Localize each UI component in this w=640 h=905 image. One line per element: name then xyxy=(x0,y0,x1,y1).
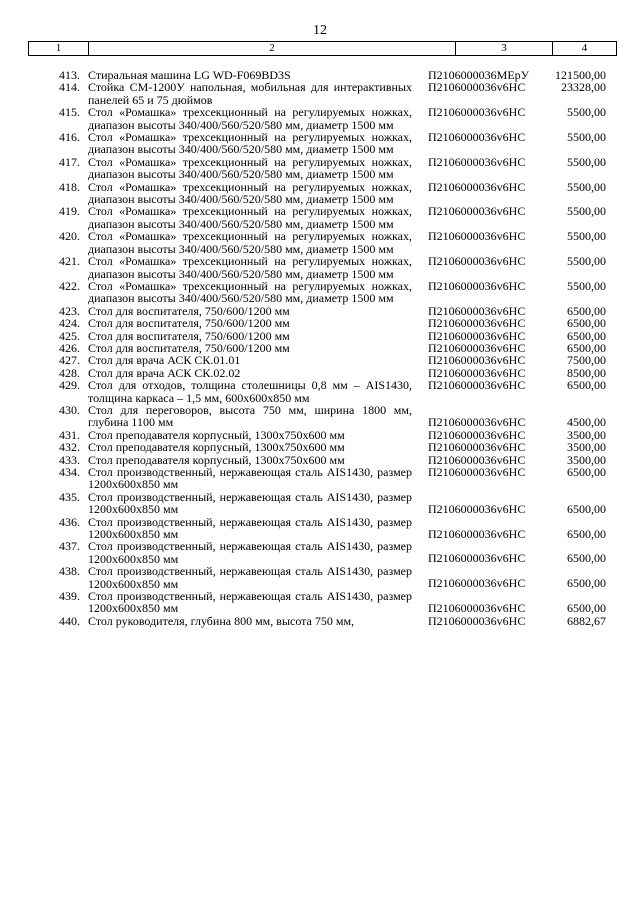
header-col-2: 2 xyxy=(88,42,455,55)
row-number: 426. xyxy=(59,340,80,355)
items-table-body xyxy=(0,69,640,627)
table-row xyxy=(0,255,640,280)
row-number: 415. xyxy=(59,105,80,120)
row-number: 424. xyxy=(59,316,80,331)
row-price: 6500,00 xyxy=(567,303,606,318)
row-number: 413. xyxy=(59,68,80,82)
row-price: 5500,00 xyxy=(567,229,606,244)
row-price: 6500,00 xyxy=(567,340,606,355)
row-price: 5500,00 xyxy=(567,278,606,293)
row-code: П2106000036v6НС xyxy=(428,340,526,355)
row-description: Стол производственный, нержавеющая сталь AIS1430, размер 1200х600х850 мм xyxy=(88,539,412,566)
row-number: 440. xyxy=(59,613,80,628)
row-price: 3500,00 xyxy=(567,452,606,467)
table-row xyxy=(0,317,640,329)
row-number: 414. xyxy=(59,80,80,95)
row-code: П2106000036v6НС xyxy=(428,254,526,269)
row-price: 6500,00 xyxy=(567,465,606,479)
row-code: П2106000036МЕрУ xyxy=(428,68,530,82)
row-description: Стол для врача АСК СК.01.01 xyxy=(88,353,241,368)
row-description: Стол производственный, нержавеющая сталь AIS1430, размер 1200х600х850 мм xyxy=(88,465,412,492)
row-code: П2106000036v6НС xyxy=(428,452,526,467)
row-description: Стол «Ромашка» трехсекционный на регулируемых ножках, диапазон высоты 340/400/560/520/580 мм, диаметр 1500 мм xyxy=(88,179,412,207)
row-number: 419. xyxy=(59,204,80,219)
header-col-1: 1 xyxy=(28,42,88,55)
row-description: Стол производственный, нержавеющая сталь AIS1430, размер 1200х600х850 мм xyxy=(88,589,412,616)
row-number: 437. xyxy=(59,539,80,554)
table-row xyxy=(0,379,640,404)
row-code: П2106000036v6НС xyxy=(428,303,526,318)
row-description: Стол «Ромашка» трехсекционный на регулируемых ножках, диапазон высоты 340/400/560/520/580 мм, диаметр 1500 мм xyxy=(88,278,412,306)
row-number: 436. xyxy=(59,514,80,529)
table-row xyxy=(0,181,640,206)
row-code: П2106000036v6НС xyxy=(428,440,526,455)
row-description: Стол для отходов, толщина столешницы 0,8 мм – AIS1430, толщина каркаса – 1,5 мм, 600х600х850 мм xyxy=(88,378,412,405)
table-row xyxy=(0,565,640,590)
row-description: Стол для воспитателя, 750/600/1200 мм xyxy=(88,303,290,318)
table-row xyxy=(0,516,640,541)
row-number: 428. xyxy=(59,365,80,380)
row-price: 6500,00 xyxy=(567,526,606,541)
row-price: 6500,00 xyxy=(567,576,606,591)
row-number: 422. xyxy=(59,278,80,293)
row-description: Стойка СМ-1200У напольная, мобильная для интерактивных панелей 65 и 75 дюймов xyxy=(88,80,412,107)
row-number: 434. xyxy=(59,465,80,479)
row-price: 6500,00 xyxy=(567,551,606,566)
row-description: Стол преподавателя корпусный, 1300х750х600 мм xyxy=(88,427,345,442)
row-code: П2106000036v6НС xyxy=(428,353,526,368)
row-number: 430. xyxy=(59,402,80,417)
row-price: 8500,00 xyxy=(567,365,606,380)
row-number: 429. xyxy=(59,378,80,393)
row-number: 418. xyxy=(59,179,80,194)
row-code: П2106000036v6НС xyxy=(428,551,526,566)
row-number: 423. xyxy=(59,303,80,318)
row-price: 3500,00 xyxy=(567,440,606,455)
row-description: Стол «Ромашка» трехсекционный на регулируемых ножках, диапазон высоты 340/400/560/520/580 мм, диаметр 1500 мм xyxy=(88,254,412,281)
row-price: 6500,00 xyxy=(567,601,606,616)
row-description: Стол преподавателя корпусный, 1300х750х600 мм xyxy=(88,452,345,467)
header-col-3: 3 xyxy=(455,42,552,55)
table-row xyxy=(0,540,640,565)
row-code: П2106000036v6НС xyxy=(428,378,526,393)
row-price: 5500,00 xyxy=(567,179,606,194)
table-row xyxy=(0,404,640,429)
row-description: Стол производственный, нержавеющая сталь AIS1430, размер 1200х600х850 мм xyxy=(88,564,412,591)
row-number: 427. xyxy=(59,353,80,368)
row-code: П2106000036v6НС xyxy=(428,179,526,194)
row-code: П2106000036v6НС xyxy=(428,576,526,591)
page-number: 12 xyxy=(313,23,327,38)
row-code: П2106000036v6НС xyxy=(428,80,526,95)
row-number: 435. xyxy=(59,489,80,504)
row-price: 4500,00 xyxy=(567,414,606,429)
row-description: Стиральная машина LG WD-F069BD3S xyxy=(88,68,291,82)
row-code: П2106000036v6НС xyxy=(428,601,526,616)
row-code: П2106000036v6НС xyxy=(428,526,526,541)
row-number: 433. xyxy=(59,452,80,467)
row-price: 5500,00 xyxy=(567,254,606,269)
row-price: 6500,00 xyxy=(567,378,606,393)
row-description: Стол для воспитателя, 750/600/1200 мм xyxy=(88,340,290,355)
row-price: 5500,00 xyxy=(567,154,606,169)
row-description: Стол «Ромашка» трехсекционный на регулируемых ножках, диапазон высоты 340/400/560/520/580 мм, диаметр 1500 мм xyxy=(88,105,412,132)
table-row xyxy=(0,205,640,230)
row-number: 439. xyxy=(59,589,80,604)
table-row xyxy=(0,230,640,255)
row-description: Стол для воспитателя, 750/600/1200 мм xyxy=(88,328,290,343)
row-code: П2106000036v6НС xyxy=(428,154,526,169)
row-code: П2106000036v6НС xyxy=(428,316,526,331)
row-price: 7500,00 xyxy=(567,353,606,368)
row-price: 3500,00 xyxy=(567,427,606,442)
row-price: 121500,00 xyxy=(555,68,606,82)
row-code: П2106000036v6НС xyxy=(428,414,526,429)
row-number: 417. xyxy=(59,154,80,169)
row-description: Стол «Ромашка» трехсекционный на регулируемых ножках, диапазон высоты 340/400/560/520/580 мм, диаметр 1500 мм xyxy=(88,154,412,182)
table-header xyxy=(28,41,617,56)
row-description: Стол «Ромашка» трехсекционный на регулируемых ножках, диапазон высоты 340/400/560/520/580 мм, диаметр 1500 мм xyxy=(88,204,412,231)
row-description: Стол руководителя, глубина 800 мм, высота 750 мм, xyxy=(88,613,355,628)
row-number: 431. xyxy=(59,427,80,442)
row-number: 425. xyxy=(59,328,80,343)
row-number: 420. xyxy=(59,229,80,244)
table-row xyxy=(0,615,640,627)
row-description: Стол для переговоров, высота 750 мм, ширина 1800 мм, глубина 1100 мм xyxy=(88,402,412,430)
row-number: 421. xyxy=(59,254,80,269)
row-code: П2106000036v6НС xyxy=(428,204,526,219)
row-price: 6500,00 xyxy=(567,328,606,343)
row-description: Стол производственный, нержавеющая сталь AIS1430, размер 1200х600х850 мм xyxy=(88,514,412,542)
row-price: 5500,00 xyxy=(567,105,606,120)
row-description: Стол для воспитателя, 750/600/1200 мм xyxy=(88,316,290,331)
table-row xyxy=(0,131,640,156)
row-code: П2106000036v6НС xyxy=(428,613,526,628)
row-price: 6500,00 xyxy=(567,501,606,516)
table-row xyxy=(0,156,640,181)
row-code: П2106000036v6НС xyxy=(428,465,526,479)
row-price: 6882,67 xyxy=(567,613,606,628)
row-price: 23328,00 xyxy=(561,80,606,95)
row-code: П2106000036v6НС xyxy=(428,365,526,380)
table-row xyxy=(0,354,640,366)
table-row xyxy=(0,441,640,453)
row-price: 5500,00 xyxy=(567,130,606,145)
row-price: 5500,00 xyxy=(567,204,606,219)
row-number: 438. xyxy=(59,564,80,579)
row-description: Стол производственный, нержавеющая сталь AIS1430, размер 1200х600х850 мм xyxy=(88,489,412,517)
table-row xyxy=(0,590,640,615)
table-row xyxy=(0,491,640,516)
row-code: П2106000036v6НС xyxy=(428,501,526,516)
row-code: П2106000036v6НС xyxy=(428,105,526,120)
row-code: П2106000036v6НС xyxy=(428,130,526,145)
row-code: П2106000036v6НС xyxy=(428,328,526,343)
row-price: 6500,00 xyxy=(567,316,606,331)
row-code: П2106000036v6НС xyxy=(428,427,526,442)
row-code: П2106000036v6НС xyxy=(428,278,526,293)
row-description: Стол для врача АСК СК.02.02 xyxy=(88,365,241,380)
row-description: Стол «Ромашка» трехсекционный на регулируемых ножках, диапазон высоты 340/400/560/520/580 мм, диаметр 1500 мм xyxy=(88,229,412,256)
table-row xyxy=(0,106,640,131)
header-col-4: 4 xyxy=(552,42,617,55)
table-row xyxy=(0,81,640,106)
row-number: 432. xyxy=(59,440,80,455)
table-row xyxy=(0,280,640,305)
row-description: Стол преподавателя корпусный, 1300х750х600 мм xyxy=(88,440,345,455)
row-code: П2106000036v6НС xyxy=(428,229,526,244)
table-row xyxy=(0,466,640,491)
row-number: 416. xyxy=(59,130,80,145)
row-description: Стол «Ромашка» трехсекционный на регулируемых ножках, диапазон высоты 340/400/560/520/580 мм, диаметр 1500 мм xyxy=(88,130,412,157)
